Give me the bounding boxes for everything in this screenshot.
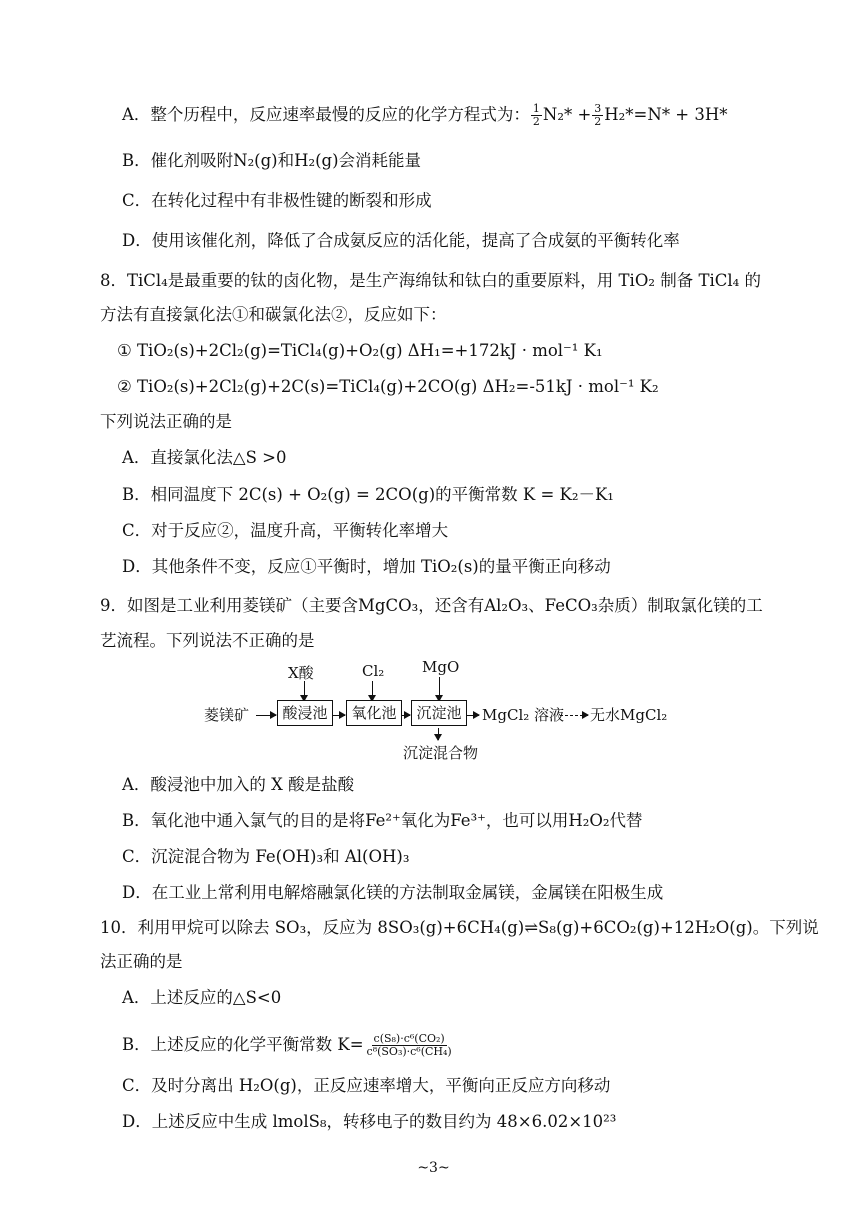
q9-option-b: B．氧化池中通入氯气的目的是将Fe²⁺氧化为Fe³⁺，也可以用H₂O₂代替 [122,811,643,830]
start-material: 菱镁矿 [204,706,250,724]
q9-option-a: A．酸浸池中加入的 X 酸是盐酸 [122,775,355,794]
q7-option-c: C．在转化过程中有非极性键的断裂和形成 [122,191,432,210]
q10-stem-line1: 10．利用甲烷可以除去 SO₃，反应为 8SO₃(g)+6CH₄(g)⇌S₈(g)+6CO₂(g)+12H₂O(g)。下列说 [100,918,819,937]
q8-stem-line1: 8．TiCl₄是最重要的钛的卤化物，是生产海绵钛和钛白的重要原料，用 TiO₂ 制备 TiCl₄ 的 [100,271,761,290]
q9-option-c: C．沉淀混合物为 Fe(OH)₃和 Al(OH)₃ [122,847,410,866]
q7-option-a: A．整个历程中，反应速率最慢的反应的化学方程式为： $\frac{1}{2}$ N₂* + $\frac{3}{2}$ H₂*=N* + 3H* [122,102,728,128]
input-x-acid: X酸 [288,664,314,682]
q10-option-a: A．上述反应的△S<0 [122,988,282,1007]
q8-option-d: D．其他条件不变，反应①平衡时，增加 TiO₂(s)的量平衡正向移动 [122,557,611,576]
q8-equation-1: ① TiO₂(s)+2Cl₂(g)=TiCl₄(g)+O₂(g) ΔH₁=+172kJ · mol⁻¹ K₁ [117,341,603,360]
process-flow-diagram [200,658,680,772]
q8-option-c: C．对于反应②，温度升高，平衡转化率增大 [122,521,449,540]
oxidation-tank: 氧化池 [346,700,402,726]
q7-option-d: D．使用该催化剂，降低了合成氨反应的活化能，提高了合成氨的平衡转化率 [122,231,680,250]
arrow-down-2 [372,681,373,701]
q9-stem-line1: 9．如图是工业利用菱镁矿（主要含MgCO₃，还含有Al₂O₃、FeCO₃杂质）制取氯化镁的工 [100,596,763,615]
input-mgo: MgO [422,658,460,676]
anhydrous-mgcl2: 无水MgCl₂ [590,706,668,724]
q7-option-a-text: A．整个历程中，反应速率最慢的反应的化学方程式为： [122,105,530,124]
q10-option-b [122,1033,455,1058]
precipitate-mixture: 沉淀混合物 [403,744,479,762]
acid-leach-tank: 酸浸池 [277,700,333,726]
q10-option-d: D．上述反应中生成 lmolS₈，转移电子的数目约为 48×6.02×10²³ [122,1112,617,1131]
fraction-half: $\frac{1}{2}$ [532,102,540,128]
q8-option-b: B．相同温度下 2C(s) + O₂(g) = 2CO(g)的平衡常数 K = K₂－K₁ [122,485,614,504]
q8-question: 下列说法正确的是 [100,412,232,431]
arrow-right-dashed [560,715,588,716]
arrow-down-3 [439,677,440,701]
equilibrium-constant-fraction: $\frac{\text{c(S₈)·c⁶(CO₂)}}{\text{c⁸(SO₃)·c⁶(CH₄)}}$ [366,1032,452,1058]
input-cl2: Cl₂ [362,662,385,680]
arrow-down-1 [304,681,305,701]
q10-stem-line2: 法正确的是 [100,952,183,971]
precipitation-tank: 沉淀池 [411,700,467,726]
mgcl2-solution: MgCl₂ 溶液 [482,706,565,724]
q8-equation-2: ② TiO₂(s)+2Cl₂(g)+2C(s)=TiCl₄(g)+2CO(g) ΔH₂=-51kJ · mol⁻¹ K₂ [117,377,659,396]
arrow-right-4 [467,715,479,716]
arrow-down-precip [438,728,439,740]
q9-stem-line2: 艺流程。下列说法不正确的是 [100,631,315,650]
arrow-right-2 [333,715,345,716]
q8-stem-line2: 方法有直接氯化法①和碳氯化法②，反应如下： [100,305,447,324]
fraction-three-halves: $\frac{3}{2}$ [594,102,602,128]
q9-option-d: D．在工业上常利用电解熔融氯化镁的方法制取金属镁，金属镁在阳极生成 [122,883,664,902]
q7-option-b: B．催化剂吸附N₂(g)和H₂(g)会消耗能量 [122,151,422,170]
arrow-right-1 [256,715,276,716]
arrow-right-3 [402,715,410,716]
page-number: ~3~ [417,1160,450,1176]
q10-option-b-text: B．上述反应的化学平衡常数 K= [122,1035,364,1054]
q10-option-c: C．及时分离出 H₂O(g)，正反应速率增大，平衡向正反应方向移动 [122,1076,611,1095]
q8-option-a: A．直接氯化法△S >0 [122,448,287,467]
